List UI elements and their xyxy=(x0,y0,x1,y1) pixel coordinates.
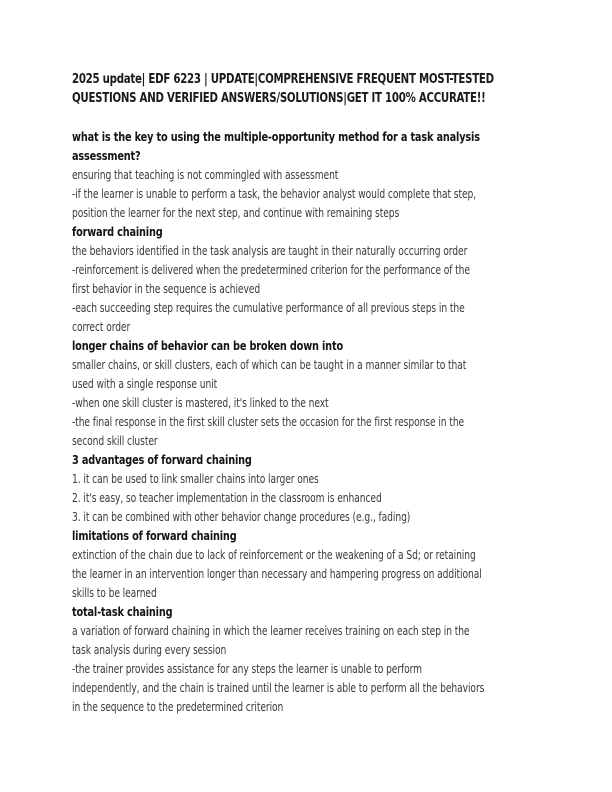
answer-line: the behaviors identified in the task analysis are taught in their naturally occurring order xyxy=(72,243,468,258)
answer-line: -when one skill cluster is mastered, it's linked to the next xyxy=(72,395,329,410)
qa-section xyxy=(72,336,542,450)
title-line: QUESTIONS AND VERIFIED ANSWERS/SOLUTIONS|GET IT 100% ACCURATE!! xyxy=(72,91,486,106)
answer-line: position the learner for the next step, and continue with remaining steps xyxy=(72,205,400,220)
answer-text xyxy=(72,469,541,526)
answer-line: a variation of forward chaining in which the learner receives training on each step in the xyxy=(72,623,470,638)
answer-line: ensuring that teaching is not commingled with assessment xyxy=(72,167,339,182)
question-heading xyxy=(72,526,541,545)
answer-line: in the sequence to the predetermined criterion xyxy=(72,699,284,714)
qa-section xyxy=(72,602,542,716)
answer-line: -if the learner is unable to perform a task, the behavior analyst would complete that step, xyxy=(72,186,477,201)
answer-line: extinction of the chain due to lack of reinforcement or the weakening of a Sd; or retaining xyxy=(72,547,476,562)
document-content xyxy=(72,70,542,716)
qa-section xyxy=(72,222,542,336)
answer-line: 2. it's easy, so teacher implementation in the classroom is enhanced xyxy=(72,490,382,505)
question-line: total-task chaining xyxy=(72,604,173,619)
answer-line: 3. it can be combined with other behavior change procedures (e.g., fading) xyxy=(72,509,411,524)
answer-line: 1. it can be used to link smaller chains into larger ones xyxy=(72,471,319,486)
answer-text xyxy=(72,165,541,222)
qa-section xyxy=(72,127,542,222)
question-line: forward chaining xyxy=(72,224,163,239)
question-line: what is the key to using the multiple-opportunity method for a task analysis xyxy=(72,129,480,144)
question-heading xyxy=(72,450,541,469)
answer-text xyxy=(72,621,541,716)
answer-line: -the final response in the first skill cluster sets the occasion for the first response in the xyxy=(72,414,465,429)
question-line: limitations of forward chaining xyxy=(72,528,237,543)
qa-section xyxy=(72,450,542,526)
question-heading xyxy=(72,222,541,241)
answer-text xyxy=(72,545,541,602)
answer-line: first behavior in the sequence is achieved xyxy=(72,281,261,296)
question-line: assessment? xyxy=(72,148,141,163)
answer-line: used with a single response unit xyxy=(72,376,218,391)
answer-line: -the trainer provides assistance for any steps the learner is unable to perform xyxy=(72,661,422,676)
question-heading xyxy=(72,127,541,165)
answer-text xyxy=(72,241,541,336)
title-line: 2025 update| EDF 6223 | UPDATE|COMPREHENSIVE FREQUENT MOST-TESTED xyxy=(72,72,494,87)
answer-line: second skill cluster xyxy=(72,433,158,448)
answer-line: -reinforcement is delivered when the predetermined criterion for the performance of the xyxy=(72,262,470,277)
question-heading xyxy=(72,336,541,355)
answer-text xyxy=(72,355,541,450)
qa-section xyxy=(72,526,542,602)
answer-line: the learner in an intervention longer than necessary and hampering progress on additional xyxy=(72,566,482,581)
answer-line: correct order xyxy=(72,319,131,334)
answer-line: smaller chains, or skill clusters, each of which can be taught in a manner similar to that xyxy=(72,357,467,372)
question-line: longer chains of behavior can be broken down into xyxy=(72,338,343,353)
answer-line: independently, and the chain is trained until the learner is able to perform all the behaviors xyxy=(72,680,485,695)
question-heading xyxy=(72,602,541,621)
answer-line: skills to be learned xyxy=(72,585,157,600)
document-title xyxy=(72,70,541,108)
question-line: 3 advantages of forward chaining xyxy=(72,452,252,467)
answer-line: -each succeeding step requires the cumulative performance of all previous steps in the xyxy=(72,300,465,315)
answer-line: task analysis during every session xyxy=(72,642,227,657)
